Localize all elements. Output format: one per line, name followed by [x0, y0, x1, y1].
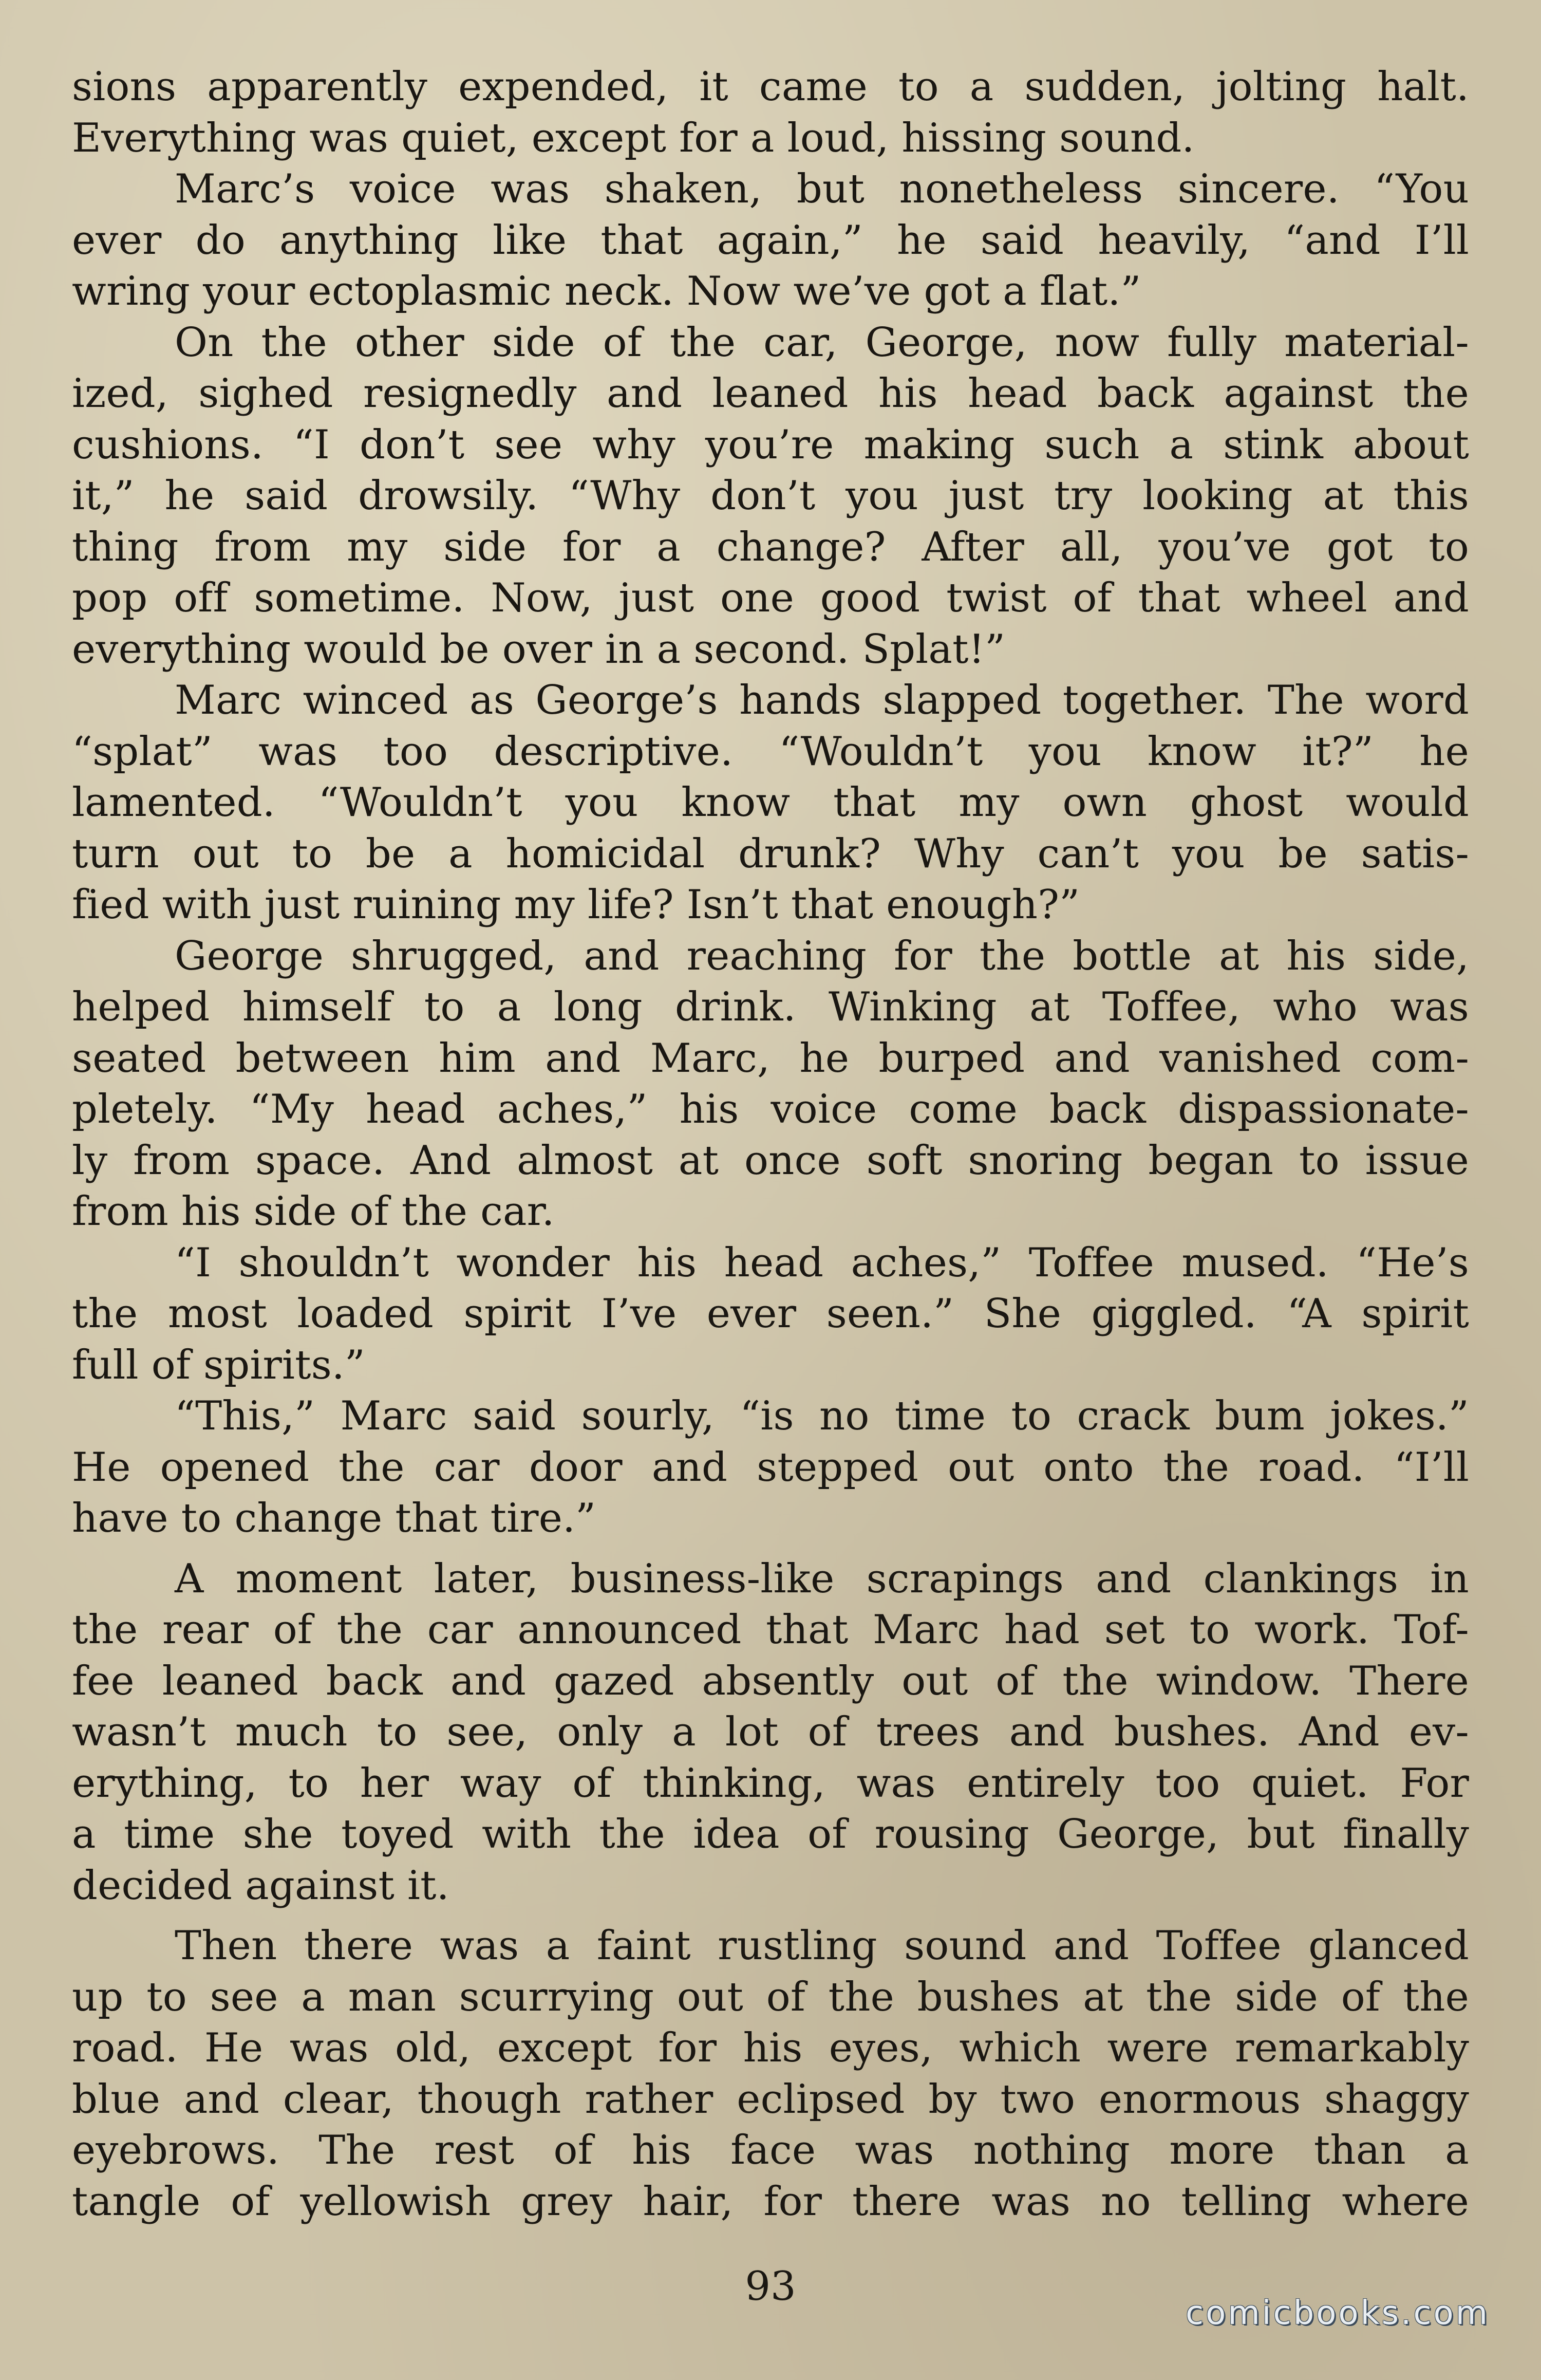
text-line: “splat” was too descriptive. “Wouldn’t you know it?” he — [72, 728, 1469, 775]
text-line: Then there was a faint rustling sound and Toffee glanced — [175, 1923, 1469, 1969]
text-line: On the other side of the car, George, now fully material- — [175, 319, 1469, 366]
paragraph — [72, 62, 1469, 164]
text-line: helped himself to a long drink. Winking at Toffee, who was — [72, 984, 1469, 1030]
text-line: up to see a man scurrying out of the bushes at the side of the — [72, 1974, 1469, 2020]
text-line: Marc winced as George’s hands slapped together. The word — [175, 677, 1469, 723]
paragraph — [72, 164, 1469, 318]
text-line: “This,” Marc said sourly, “is no time to crack bum jokes.” — [175, 1393, 1469, 1439]
text-line: He opened the car door and stepped out onto the road. “I’ll — [72, 1444, 1469, 1491]
text-line: tangle of yellowish grey hair, for there was no telling where — [72, 2178, 1469, 2225]
paragraph — [72, 675, 1469, 931]
paragraph — [72, 1238, 1469, 1391]
text-line: decided against it. — [72, 1862, 449, 1909]
paragraph — [72, 1554, 1469, 1912]
text-line: have to change that tire.” — [72, 1495, 596, 1541]
text-line: ized, sighed resignedly and leaned his head back against the — [72, 370, 1469, 417]
text-line: ly from space. And almost at once soft snoring began to issue — [72, 1137, 1469, 1184]
text-line: the most loaded spirit I’ve ever seen.” She giggled. “A spirit — [72, 1291, 1469, 1337]
text-line: pletely. “My head aches,” his voice come back dispassionate- — [72, 1086, 1469, 1132]
text-line: fee leaned back and gazed absently out of the window. There — [72, 1658, 1469, 1704]
text-line: “I shouldn’t wonder his head aches,” Toffee mused. “He’s — [175, 1239, 1469, 1286]
watermark-logo: comicbooks.com — [1185, 2294, 1490, 2332]
text-line: lamented. “Wouldn’t you know that my own ghost would — [72, 779, 1469, 826]
text-line: ever do anything like that again,” he said heavily, “and I’ll — [72, 217, 1469, 264]
text-line: full of spirits.” — [72, 1342, 365, 1388]
page-number: 93 — [745, 2263, 796, 2310]
text-line: a time she toyed with the idea of rousing George, but finally — [72, 1811, 1469, 1857]
paragraph — [72, 318, 1469, 676]
paragraph — [72, 931, 1469, 1238]
text-line: A moment later, business-like scrapings and clankings in — [175, 1555, 1469, 1602]
text-line: wasn’t much to see, only a lot of trees and bushes. And ev- — [72, 1709, 1469, 1755]
text-line: from his side of the car. — [72, 1188, 555, 1235]
text-line: turn out to be a homicidal drunk? Why can’t you be satis- — [72, 830, 1469, 877]
text-line: eyebrows. The rest of his face was nothing more than a — [72, 2127, 1469, 2173]
text-line: thing from my side for a change? After all, you’ve got to — [72, 524, 1469, 570]
text-line: George shrugged, and reaching for the bottle at his side, — [175, 933, 1469, 979]
book-page-text — [72, 62, 1469, 2227]
text-line: pop off sometime. Now, just one good twist of that wheel and — [72, 575, 1469, 621]
paragraph — [72, 1391, 1469, 1545]
text-line: it,” he said drowsily. “Why don’t you just try looking at this — [72, 473, 1469, 519]
text-line: road. He was old, except for his eyes, which were remarkably — [72, 2025, 1469, 2071]
text-line: seated between him and Marc, he burped and vanished com- — [72, 1035, 1469, 1082]
text-line: erything, to her way of thinking, was entirely too quiet. For — [72, 1760, 1469, 1807]
text-line: sions apparently expended, it came to a sudden, jolting halt. — [72, 64, 1469, 110]
text-line: wring your ectoplasmic neck. Now we’ve got a flat.” — [72, 268, 1141, 314]
text-line: cushions. “I don’t see why you’re making such a stink about — [72, 421, 1469, 468]
text-line: Everything was quiet, except for a loud, hissing sound. — [72, 115, 1195, 161]
text-line: everything would be over in a second. Splat!” — [72, 626, 1006, 673]
text-line: the rear of the car announced that Marc had set to work. Tof- — [72, 1607, 1469, 1653]
text-line: Marc’s voice was shaken, but nonetheless sincere. “You — [175, 166, 1469, 212]
paragraph — [72, 1921, 1469, 2227]
text-line: fied with just ruining my life? Isn’t that enough?” — [72, 882, 1080, 928]
text-line: blue and clear, though rather eclipsed by two enormous shaggy — [72, 2076, 1469, 2123]
